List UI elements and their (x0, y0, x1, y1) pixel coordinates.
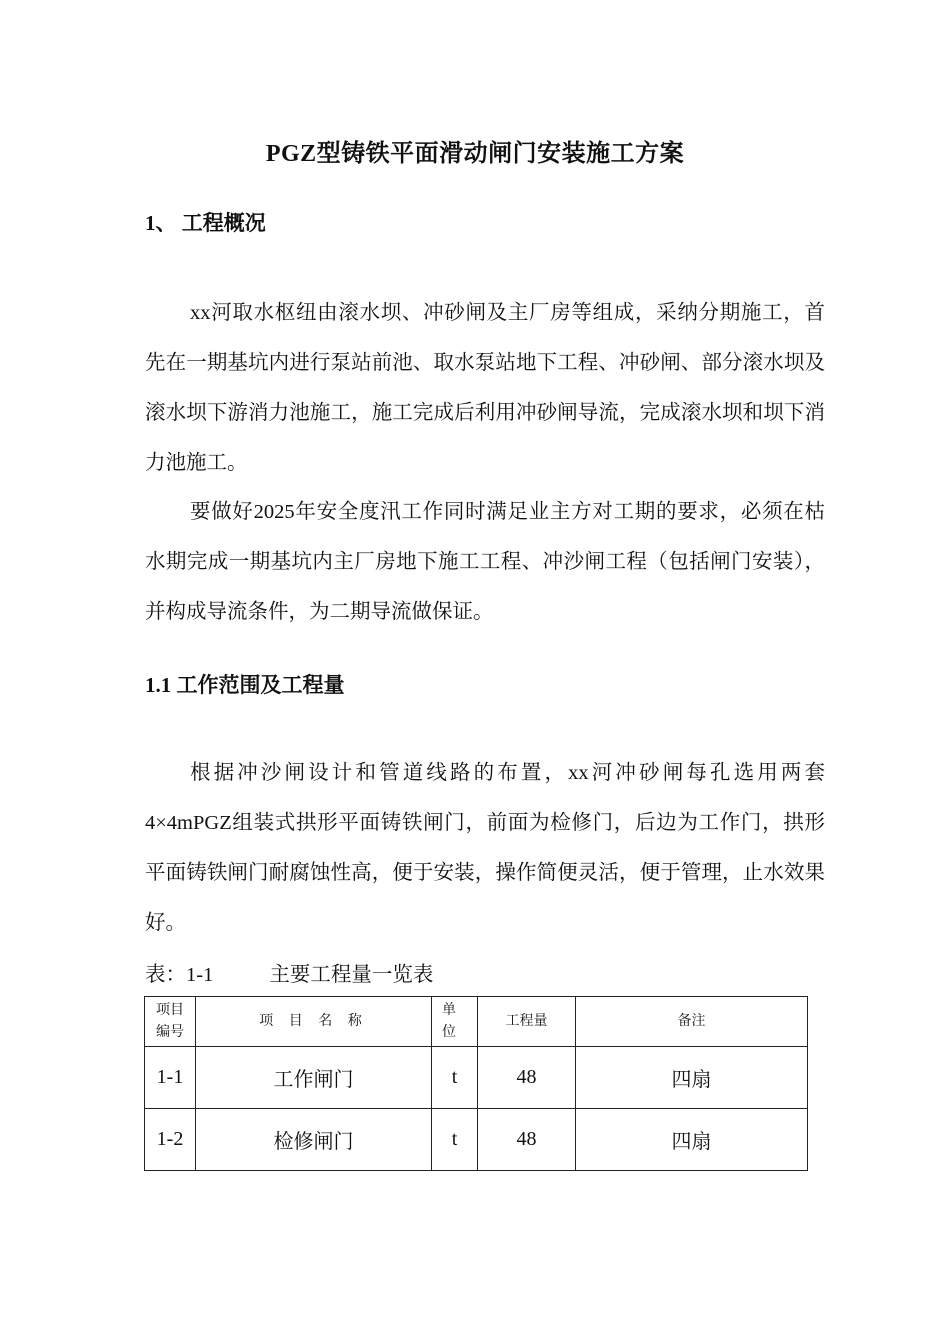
document-title: PGZ型铸铁平面滑动闸门安装施工方案 (265, 141, 685, 167)
cell-quantity: 48 (478, 1047, 576, 1109)
cell-item-no: 1-2 (145, 1109, 196, 1171)
header-item-name: 项 目 名 称 (196, 997, 432, 1047)
header-item-no-line2: 编号 (156, 1024, 184, 1040)
cell-item-name: 工作闸门 (196, 1047, 432, 1109)
cell-unit: t (432, 1047, 478, 1109)
header-item-no (145, 997, 196, 1047)
table-row (145, 1047, 808, 1109)
cell-unit: t (432, 1109, 478, 1171)
section-heading-overview: 1、 工程概况 (145, 211, 266, 235)
table-caption-label: 表：1-1 (145, 964, 214, 986)
cell-remark: 四扇 (576, 1047, 808, 1109)
header-unit-line1: 单 (442, 1002, 456, 1018)
section-heading-scope: 1.1 工作范围及工程量 (145, 673, 345, 697)
cell-item-no: 1-1 (145, 1047, 196, 1109)
quantity-table (144, 996, 808, 1171)
cell-item-name: 检修闸门 (196, 1109, 432, 1171)
header-item-no-line1: 项目 (156, 1002, 184, 1018)
header-unit (432, 997, 478, 1047)
header-quantity: 工程量 (478, 997, 576, 1047)
table-caption-title: 主要工程量一览表 (269, 964, 434, 986)
cell-remark: 四扇 (576, 1109, 808, 1171)
table-header-row (145, 997, 808, 1047)
header-unit-line2: 位 (442, 1024, 456, 1040)
table-row (145, 1109, 808, 1171)
table-caption (145, 957, 433, 987)
header-remark: 备注 (576, 997, 808, 1047)
paragraph-overview-2: 要做好2025年安全度汛工作同时满足业主方对工期的要求，必须在枯水期完成一期基坑内主厂房地下施工工程、冲沙闸工程（包括闸门安装），并构成导流条件，为二期导流做保证。 (145, 501, 825, 623)
paragraph-overview-1: xx河取水枢纽由滚水坝、冲砂闸及主厂房等组成，采纳分期施工，首先在一期基坑内进行泵站前池、取水泵站地下工程、冲砂闸、部分滚水坝及滚水坝下游消力池施工，施工完成后利用冲砂闸导流，完成滚水坝和坝下消力池施工。 (145, 302, 825, 474)
cell-quantity: 48 (478, 1109, 576, 1171)
paragraph-scope: 根据冲沙闸设计和管道线路的布置，xx河冲砂闸每孔选用两套4×4mPGZ组装式拱形平面铸铁闸门，前面为检修门，后边为工作门，拱形平面铸铁闸门耐腐蚀性高，便于安装，操作简便灵活，便于管理，止水效果好。 (145, 762, 825, 934)
